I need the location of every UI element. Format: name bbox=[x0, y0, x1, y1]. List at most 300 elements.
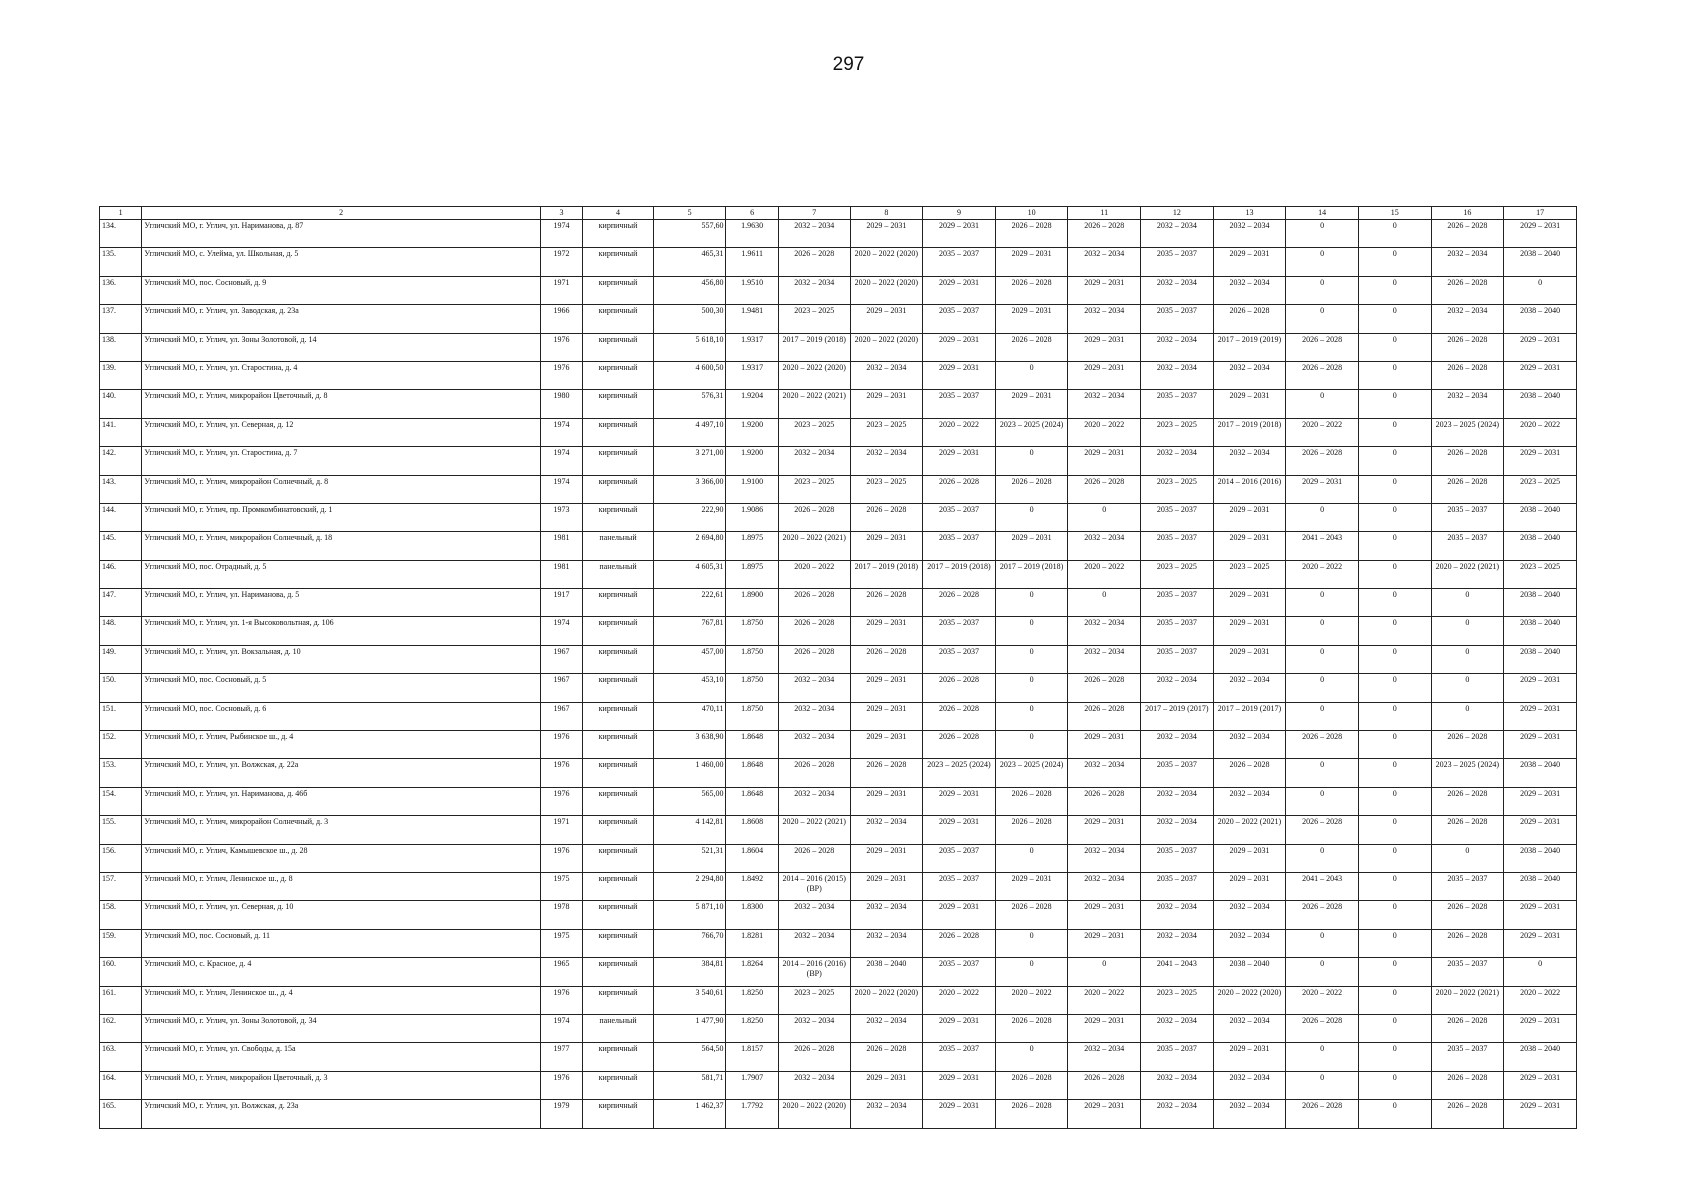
table-cell: кирпичный bbox=[583, 276, 654, 304]
table-cell: 2020 – 2022 bbox=[1286, 418, 1359, 446]
table-cell: 2032 – 2034 bbox=[850, 447, 923, 475]
table-cell: 2032 – 2034 bbox=[1431, 305, 1504, 333]
table-cell: 0 bbox=[1358, 958, 1431, 986]
table-cell: 1.9630 bbox=[726, 220, 778, 248]
table-cell: 2032 – 2034 bbox=[1068, 1043, 1141, 1071]
table-cell: 2020 – 2022 (2020) bbox=[850, 986, 923, 1014]
table-cell: 1 477,90 bbox=[653, 1014, 726, 1042]
row-number-cell: 152. bbox=[100, 731, 142, 759]
table-cell: 2017 – 2019 (2018) bbox=[778, 333, 850, 361]
table-cell: 2035 – 2037 bbox=[923, 844, 996, 872]
table-cell: 2032 – 2034 bbox=[1213, 220, 1286, 248]
table-cell: 2038 – 2040 bbox=[1504, 532, 1577, 560]
row-number-cell: 139. bbox=[100, 361, 142, 389]
table-cell: 3 366,00 bbox=[653, 475, 726, 503]
table-cell: 1981 bbox=[540, 532, 582, 560]
table-cell: кирпичный bbox=[583, 816, 654, 844]
address-cell: Угличский МО, г. Углич, ул. Северная, д. 10 bbox=[142, 901, 541, 929]
table-row bbox=[100, 589, 1577, 617]
table-cell: кирпичный bbox=[583, 872, 654, 900]
table-cell: 2029 – 2031 bbox=[850, 617, 923, 645]
table-cell: 4 605,31 bbox=[653, 560, 726, 588]
table-cell: 2032 – 2034 bbox=[850, 901, 923, 929]
table-cell: кирпичный bbox=[583, 305, 654, 333]
table-cell: 2026 – 2028 bbox=[1286, 731, 1359, 759]
table-cell: 2029 – 2031 bbox=[1068, 1014, 1141, 1042]
table-cell: 2029 – 2031 bbox=[923, 901, 996, 929]
table-cell: 1981 bbox=[540, 560, 582, 588]
table-cell: 557,60 bbox=[653, 220, 726, 248]
table-cell: 2029 – 2031 bbox=[850, 702, 923, 730]
table-row bbox=[100, 447, 1577, 475]
column-header: 11 bbox=[1068, 207, 1141, 220]
table-cell: 0 bbox=[1358, 787, 1431, 815]
table-row bbox=[100, 390, 1577, 418]
table-cell: 0 bbox=[1286, 305, 1359, 333]
table-cell: 2032 – 2034 bbox=[778, 929, 850, 957]
table-cell: 2029 – 2031 bbox=[850, 220, 923, 248]
table-cell: 0 bbox=[1358, 390, 1431, 418]
table-cell: 2029 – 2031 bbox=[1213, 589, 1286, 617]
table-cell: 2020 – 2022 bbox=[1068, 986, 1141, 1014]
table-cell: 1.7792 bbox=[726, 1100, 778, 1128]
table-cell: 2032 – 2034 bbox=[1068, 248, 1141, 276]
table-cell: кирпичный bbox=[583, 787, 654, 815]
table-cell: 2032 – 2034 bbox=[1213, 447, 1286, 475]
table-cell: 2035 – 2037 bbox=[923, 1043, 996, 1071]
table-cell: 2029 – 2031 bbox=[1068, 1100, 1141, 1128]
table-cell: 2029 – 2031 bbox=[1068, 929, 1141, 957]
table-cell: 2026 – 2028 bbox=[778, 844, 850, 872]
table-cell: 2029 – 2031 bbox=[1504, 1100, 1577, 1128]
table-cell: 0 bbox=[995, 958, 1068, 986]
table-cell: 3 540,61 bbox=[653, 986, 726, 1014]
table-cell: 2032 – 2034 bbox=[1213, 1014, 1286, 1042]
table-cell: 2026 – 2028 bbox=[1431, 816, 1504, 844]
table-row bbox=[100, 248, 1577, 276]
column-header: 6 bbox=[726, 207, 778, 220]
address-cell: Угличский МО, г. Углич, ул. Нариманова, д. 46б bbox=[142, 787, 541, 815]
table-cell: 2029 – 2031 bbox=[1068, 361, 1141, 389]
table-cell: 2026 – 2028 bbox=[1431, 447, 1504, 475]
table-cell: 0 bbox=[1358, 475, 1431, 503]
table-cell: 2038 – 2040 bbox=[1504, 759, 1577, 787]
table-cell: 2029 – 2031 bbox=[1213, 1043, 1286, 1071]
table-cell: 2023 – 2025 (2024) bbox=[1431, 418, 1504, 446]
table-cell: 1976 bbox=[540, 1071, 582, 1099]
table-cell: 1976 bbox=[540, 333, 582, 361]
table-cell: 2032 – 2034 bbox=[1141, 276, 1214, 304]
table-cell: 2032 – 2034 bbox=[778, 1071, 850, 1099]
table-cell: 2026 – 2028 bbox=[850, 645, 923, 673]
table-cell: 1975 bbox=[540, 872, 582, 900]
table-cell: 2029 – 2031 bbox=[1504, 333, 1577, 361]
table-cell: 2026 – 2028 bbox=[1213, 759, 1286, 787]
table-cell: 1967 bbox=[540, 674, 582, 702]
table-cell: 2029 – 2031 bbox=[1213, 844, 1286, 872]
table-cell: 2029 – 2031 bbox=[1504, 674, 1577, 702]
table-cell: 2032 – 2034 bbox=[1213, 929, 1286, 957]
table-cell: 2026 – 2028 bbox=[1286, 447, 1359, 475]
table-cell: 2026 – 2028 bbox=[1068, 787, 1141, 815]
row-number-cell: 161. bbox=[100, 986, 142, 1014]
column-header: 13 bbox=[1213, 207, 1286, 220]
table-cell: 2020 – 2022 bbox=[995, 986, 1068, 1014]
table-cell: 2032 – 2034 bbox=[1141, 674, 1214, 702]
table-cell: 1976 bbox=[540, 844, 582, 872]
table-cell: 0 bbox=[995, 1043, 1068, 1071]
table-cell: 1971 bbox=[540, 276, 582, 304]
table-cell: 2032 – 2034 bbox=[1141, 1100, 1214, 1128]
table-cell: 2035 – 2037 bbox=[923, 958, 996, 986]
table-cell: 2026 – 2028 bbox=[778, 617, 850, 645]
table-cell: 2029 – 2031 bbox=[1213, 872, 1286, 900]
table-header bbox=[100, 207, 1577, 220]
address-cell: Угличский МО, пос. Отрадный, д. 5 bbox=[142, 560, 541, 588]
table-row bbox=[100, 929, 1577, 957]
table-cell: 2029 – 2031 bbox=[1068, 333, 1141, 361]
table-cell: 2026 – 2028 bbox=[1431, 1071, 1504, 1099]
table-cell: 2035 – 2037 bbox=[1431, 872, 1504, 900]
table-cell: 0 bbox=[1286, 787, 1359, 815]
table-cell: 2020 – 2022 bbox=[1286, 560, 1359, 588]
table-cell: 2032 – 2034 bbox=[1213, 731, 1286, 759]
table-cell: 2032 – 2034 bbox=[1141, 361, 1214, 389]
table-cell: 2029 – 2031 bbox=[1068, 276, 1141, 304]
table-cell: 1976 bbox=[540, 731, 582, 759]
table-row bbox=[100, 532, 1577, 560]
table-cell: 1.8648 bbox=[726, 731, 778, 759]
table-cell: 2032 – 2034 bbox=[778, 447, 850, 475]
address-cell: Угличский МО, г. Углич, ул. 1-я Высоковольтная, д. 106 bbox=[142, 617, 541, 645]
table-cell: 1974 bbox=[540, 617, 582, 645]
table-cell: 1965 bbox=[540, 958, 582, 986]
table-cell: 0 bbox=[1286, 390, 1359, 418]
table-cell: 0 bbox=[1358, 220, 1431, 248]
table-cell: 0 bbox=[995, 447, 1068, 475]
table-cell: 2026 – 2028 bbox=[1431, 787, 1504, 815]
row-number-cell: 136. bbox=[100, 276, 142, 304]
table-cell: 2029 – 2031 bbox=[995, 872, 1068, 900]
table-cell: кирпичный bbox=[583, 1100, 654, 1128]
table-cell: 1 460,00 bbox=[653, 759, 726, 787]
row-number-cell: 137. bbox=[100, 305, 142, 333]
table-cell: 521,31 bbox=[653, 844, 726, 872]
table-cell: 2035 – 2037 bbox=[1431, 532, 1504, 560]
table-cell: 2017 – 2019 (2018) bbox=[1213, 418, 1286, 446]
table-cell: 2023 – 2025 bbox=[1213, 560, 1286, 588]
table-cell: 2029 – 2031 bbox=[1286, 475, 1359, 503]
table-cell: 2035 – 2037 bbox=[1141, 844, 1214, 872]
table-cell: 0 bbox=[1358, 560, 1431, 588]
row-number-cell: 157. bbox=[100, 872, 142, 900]
table-cell: 2032 – 2034 bbox=[1213, 787, 1286, 815]
table-cell: 222,90 bbox=[653, 503, 726, 531]
table-cell: 2020 – 2022 (2021) bbox=[1213, 816, 1286, 844]
table-cell: 1979 bbox=[540, 1100, 582, 1128]
table-cell: 2026 – 2028 bbox=[1431, 361, 1504, 389]
table-cell: 2020 – 2022 bbox=[1504, 418, 1577, 446]
table-cell: 0 bbox=[1286, 276, 1359, 304]
table-cell: 2029 – 2031 bbox=[850, 731, 923, 759]
table-cell: 2020 – 2022 (2020) bbox=[850, 333, 923, 361]
table-cell: 0 bbox=[1504, 276, 1577, 304]
table-cell: 2029 – 2031 bbox=[995, 532, 1068, 560]
table-cell: 0 bbox=[1358, 986, 1431, 1014]
table-cell: 2038 – 2040 bbox=[850, 958, 923, 986]
row-number-cell: 149. bbox=[100, 645, 142, 673]
table-cell: 2029 – 2031 bbox=[850, 787, 923, 815]
table-cell: 2029 – 2031 bbox=[923, 787, 996, 815]
table-cell: кирпичный bbox=[583, 929, 654, 957]
table-cell: 2029 – 2031 bbox=[923, 447, 996, 475]
table-cell: 2029 – 2031 bbox=[1504, 787, 1577, 815]
table-cell: 2032 – 2034 bbox=[1141, 447, 1214, 475]
table-cell: 2014 – 2016 (2016) (ВР) bbox=[778, 958, 850, 986]
table-cell: 1976 bbox=[540, 787, 582, 815]
table-cell: 0 bbox=[1358, 674, 1431, 702]
table-cell: 2020 – 2022 (2021) bbox=[778, 390, 850, 418]
table-cell: 2029 – 2031 bbox=[850, 1071, 923, 1099]
table-cell: 2020 – 2022 bbox=[923, 418, 996, 446]
table-cell: 2035 – 2037 bbox=[923, 645, 996, 673]
table-cell: 2029 – 2031 bbox=[923, 361, 996, 389]
address-cell: Угличский МО, г. Углич, пр. Промкомбинатовский, д. 1 bbox=[142, 503, 541, 531]
table-cell: 1976 bbox=[540, 759, 582, 787]
table-cell: 0 bbox=[1358, 1043, 1431, 1071]
table-row bbox=[100, 220, 1577, 248]
table-cell: 0 bbox=[1358, 418, 1431, 446]
column-header: 10 bbox=[995, 207, 1068, 220]
table-cell: 2020 – 2022 (2020) bbox=[850, 248, 923, 276]
table-cell: 0 bbox=[1358, 503, 1431, 531]
table-cell: 2020 – 2022 bbox=[923, 986, 996, 1014]
table-cell: 1980 bbox=[540, 390, 582, 418]
address-cell: Угличский МО, пос. Сосновый, д. 5 bbox=[142, 674, 541, 702]
table-cell: 2026 – 2028 bbox=[850, 1043, 923, 1071]
address-cell: Угличский МО, пос. Сосновый, д. 6 bbox=[142, 702, 541, 730]
table-cell: 2029 – 2031 bbox=[923, 276, 996, 304]
table-cell: 0 bbox=[1431, 702, 1504, 730]
table-cell: 2029 – 2031 bbox=[1213, 532, 1286, 560]
table-cell: 2035 – 2037 bbox=[923, 390, 996, 418]
address-cell: Угличский МО, г. Углич, ул. Волжская, д. 22а bbox=[142, 759, 541, 787]
housing-repair-schedule-table bbox=[99, 206, 1577, 1129]
table-cell: 2032 – 2034 bbox=[1213, 276, 1286, 304]
address-cell: Угличский МО, г. Углич, Ленинское ш., д. 8 bbox=[142, 872, 541, 900]
table-cell: 1975 bbox=[540, 929, 582, 957]
table-body bbox=[100, 220, 1577, 1129]
address-cell: Угличский МО, г. Углич, ул. Нариманова, д. 87 bbox=[142, 220, 541, 248]
table-cell: 2029 – 2031 bbox=[1068, 901, 1141, 929]
table-row bbox=[100, 731, 1577, 759]
table-cell: кирпичный bbox=[583, 475, 654, 503]
table-row bbox=[100, 1043, 1577, 1071]
table-cell: 1973 bbox=[540, 503, 582, 531]
table-cell: 456,80 bbox=[653, 276, 726, 304]
table-cell: 2029 – 2031 bbox=[923, 220, 996, 248]
table-cell: 1.9317 bbox=[726, 361, 778, 389]
table-cell: 0 bbox=[1358, 248, 1431, 276]
table-cell: 2029 – 2031 bbox=[923, 333, 996, 361]
table-cell: 4 600,50 bbox=[653, 361, 726, 389]
table-cell: 2029 – 2031 bbox=[850, 390, 923, 418]
table-cell: 0 bbox=[1068, 503, 1141, 531]
table-cell: 2026 – 2028 bbox=[778, 759, 850, 787]
table-cell: 2032 – 2034 bbox=[778, 901, 850, 929]
table-cell: 2029 – 2031 bbox=[923, 816, 996, 844]
table-cell: 2032 – 2034 bbox=[1068, 305, 1141, 333]
table-cell: 2032 – 2034 bbox=[1213, 1100, 1286, 1128]
table-cell: 2023 – 2025 bbox=[778, 475, 850, 503]
table-cell: 2026 – 2028 bbox=[1431, 731, 1504, 759]
table-cell: 2020 – 2022 (2021) bbox=[778, 532, 850, 560]
address-cell: Угличский МО, г. Углич, ул. Зоны Золотовой, д. 34 bbox=[142, 1014, 541, 1042]
table-cell: 2020 – 2022 (2021) bbox=[1431, 986, 1504, 1014]
table-cell: кирпичный bbox=[583, 901, 654, 929]
table-cell: 2035 – 2037 bbox=[1141, 759, 1214, 787]
table-cell: 2020 – 2022 (2021) bbox=[778, 816, 850, 844]
table-cell: 2029 – 2031 bbox=[1213, 390, 1286, 418]
table-cell: 2026 – 2028 bbox=[1068, 475, 1141, 503]
table-cell: 2029 – 2031 bbox=[1504, 929, 1577, 957]
column-header: 17 bbox=[1504, 207, 1577, 220]
table-cell: 2041 – 2043 bbox=[1141, 958, 1214, 986]
table-cell: 2038 – 2040 bbox=[1504, 617, 1577, 645]
table-cell: 1971 bbox=[540, 816, 582, 844]
table-cell: кирпичный bbox=[583, 418, 654, 446]
table-cell: 2023 – 2025 bbox=[1141, 986, 1214, 1014]
table-cell: 0 bbox=[1358, 305, 1431, 333]
table-cell: 2035 – 2037 bbox=[1431, 958, 1504, 986]
table-cell: панельный bbox=[583, 1014, 654, 1042]
table-cell: 1977 bbox=[540, 1043, 582, 1071]
column-header: 3 bbox=[540, 207, 582, 220]
table-cell: 2029 – 2031 bbox=[850, 844, 923, 872]
table-cell: кирпичный bbox=[583, 702, 654, 730]
table-cell: 2032 – 2034 bbox=[1213, 1071, 1286, 1099]
table-cell: 2023 – 2025 bbox=[1504, 475, 1577, 503]
table-cell: 2023 – 2025 bbox=[1141, 418, 1214, 446]
row-number-cell: 145. bbox=[100, 532, 142, 560]
table-cell: 0 bbox=[1358, 844, 1431, 872]
table-cell: 2035 – 2037 bbox=[1141, 645, 1214, 673]
table-cell: 2029 – 2031 bbox=[995, 305, 1068, 333]
table-cell: 3 638,90 bbox=[653, 731, 726, 759]
table-cell: 2038 – 2040 bbox=[1504, 872, 1577, 900]
table-cell: 4 497,10 bbox=[653, 418, 726, 446]
table-cell: 0 bbox=[1358, 1014, 1431, 1042]
table-cell: 2032 – 2034 bbox=[778, 702, 850, 730]
address-cell: Угличский МО, г. Углич, ул. Заводская, д. 23а bbox=[142, 305, 541, 333]
table-cell: 1.8250 bbox=[726, 1014, 778, 1042]
row-number-cell: 146. bbox=[100, 560, 142, 588]
table-cell: 2032 – 2034 bbox=[1068, 532, 1141, 560]
table-cell: 1978 bbox=[540, 901, 582, 929]
row-number-cell: 156. bbox=[100, 844, 142, 872]
table-cell: 0 bbox=[995, 702, 1068, 730]
table-cell: 0 bbox=[1286, 674, 1359, 702]
table-cell: 2032 – 2034 bbox=[1141, 929, 1214, 957]
row-number-cell: 147. bbox=[100, 589, 142, 617]
table-cell: 2026 – 2028 bbox=[850, 589, 923, 617]
table-cell: 0 bbox=[1286, 617, 1359, 645]
table-cell: 2023 – 2025 (2024) bbox=[923, 759, 996, 787]
table-cell: 1967 bbox=[540, 645, 582, 673]
table-cell: кирпичный bbox=[583, 220, 654, 248]
table-cell: 0 bbox=[1358, 759, 1431, 787]
table-row bbox=[100, 901, 1577, 929]
table-cell: 0 bbox=[1286, 702, 1359, 730]
table-cell: 2038 – 2040 bbox=[1504, 645, 1577, 673]
table-cell: 1.9200 bbox=[726, 447, 778, 475]
table-cell: 1.8300 bbox=[726, 901, 778, 929]
row-number-cell: 134. bbox=[100, 220, 142, 248]
table-cell: кирпичный bbox=[583, 731, 654, 759]
table-cell: 2041 – 2043 bbox=[1286, 532, 1359, 560]
column-header: 15 bbox=[1358, 207, 1431, 220]
table-cell: 2029 – 2031 bbox=[1068, 447, 1141, 475]
address-cell: Угличский МО, г. Углич, ул. Волжская, д. 23а bbox=[142, 1100, 541, 1128]
table-cell: 2041 – 2043 bbox=[1286, 872, 1359, 900]
table-cell: 2032 – 2034 bbox=[850, 1014, 923, 1042]
table-cell: 2029 – 2031 bbox=[1213, 248, 1286, 276]
table-cell: 2026 – 2028 bbox=[850, 503, 923, 531]
table-cell: 2026 – 2028 bbox=[1068, 702, 1141, 730]
table-cell: 2023 – 2025 bbox=[1141, 475, 1214, 503]
table-cell: 2032 – 2034 bbox=[1141, 816, 1214, 844]
table-cell: 2020 – 2022 bbox=[1504, 986, 1577, 1014]
table-cell: 2029 – 2031 bbox=[1504, 220, 1577, 248]
table-cell: 2032 – 2034 bbox=[1068, 872, 1141, 900]
address-cell: Угличский МО, г. Углич, ул. Северная, д. 12 bbox=[142, 418, 541, 446]
table-cell: 2029 – 2031 bbox=[923, 1071, 996, 1099]
table-cell: 2020 – 2022 bbox=[1068, 560, 1141, 588]
table-cell: 2017 – 2019 (2018) bbox=[995, 560, 1068, 588]
table-cell: панельный bbox=[583, 560, 654, 588]
table-cell: 2038 – 2040 bbox=[1504, 305, 1577, 333]
table-cell: 1967 bbox=[540, 702, 582, 730]
address-cell: Угличский МО, г. Углич, ул. Старостина, д. 4 bbox=[142, 361, 541, 389]
table-cell: 2020 – 2022 (2021) bbox=[1431, 560, 1504, 588]
table-cell: 0 bbox=[1358, 276, 1431, 304]
table-cell: 2029 – 2031 bbox=[1504, 1014, 1577, 1042]
row-number-cell: 159. bbox=[100, 929, 142, 957]
table-row bbox=[100, 816, 1577, 844]
row-number-cell: 162. bbox=[100, 1014, 142, 1042]
table-cell: 1.9481 bbox=[726, 305, 778, 333]
table-cell: 1.8608 bbox=[726, 816, 778, 844]
table-cell: 5 871,10 bbox=[653, 901, 726, 929]
table-cell: 2026 – 2028 bbox=[1068, 220, 1141, 248]
table-cell: 1974 bbox=[540, 220, 582, 248]
table-cell: 2035 – 2037 bbox=[1141, 872, 1214, 900]
table-cell: 2032 – 2034 bbox=[1068, 759, 1141, 787]
table-cell: 2020 – 2022 (2020) bbox=[1213, 986, 1286, 1014]
table-cell: 0 bbox=[1358, 702, 1431, 730]
table-row bbox=[100, 986, 1577, 1014]
table-cell: 1972 bbox=[540, 248, 582, 276]
table-cell: 2026 – 2028 bbox=[923, 475, 996, 503]
table-cell: 0 bbox=[1431, 589, 1504, 617]
table-cell: 2026 – 2028 bbox=[995, 787, 1068, 815]
table-cell: 2032 – 2034 bbox=[850, 929, 923, 957]
table-cell: 1974 bbox=[540, 475, 582, 503]
table-cell: 2014 – 2016 (2015) (ВР) bbox=[778, 872, 850, 900]
table-cell: 2035 – 2037 bbox=[1141, 305, 1214, 333]
table-cell: 0 bbox=[995, 589, 1068, 617]
table-cell: 2023 – 2025 bbox=[778, 418, 850, 446]
